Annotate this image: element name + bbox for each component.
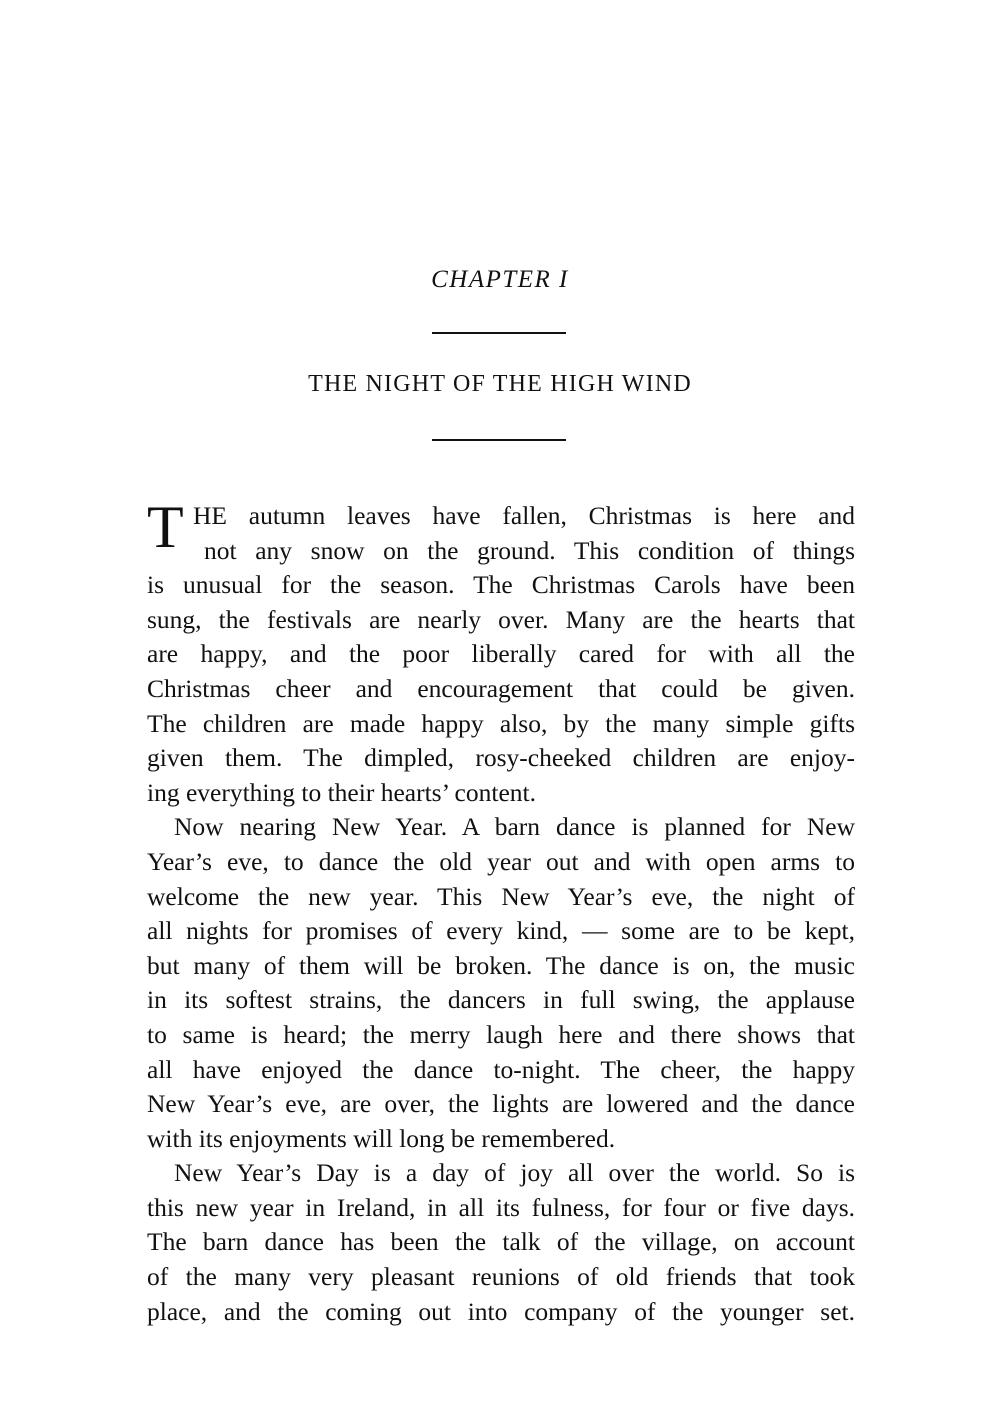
paragraph-1 <box>147 494 855 810</box>
text-line: ing everything to their hearts’ content. <box>147 777 536 807</box>
text-line: given them. The dimpled, rosy-cheeked children are enjoy- <box>147 743 855 773</box>
text-line: place, and the coming out into company of the younger set. <box>147 1296 855 1326</box>
text-line: New Year’s eve, are over, the lights are lowered and the dance <box>147 1089 855 1119</box>
text-line: sung, the festivals are nearly over. Many are the hearts that <box>147 604 855 634</box>
text-line: Now nearing New Year. A barn dance is planned for New <box>174 812 855 842</box>
text-line: are happy, and the poor liberally cared for with all the <box>147 639 855 669</box>
text-line: with its enjoyments will long be remembered. <box>147 1123 616 1153</box>
text-line: is unusual for the season. The Christmas Carols have been <box>147 570 855 600</box>
text-line: Christmas cheer and encouragement that could be given. <box>147 673 855 703</box>
text-line: HE autumn leaves have fallen, Christmas is here and <box>193 501 855 530</box>
text-line: this new year in Ireland, in all its fulness, for four or five days. <box>147 1192 855 1222</box>
chapter-title: THE NIGHT OF THE HIGH WIND <box>308 371 692 397</box>
chapter-number: CHAPTER I <box>431 266 569 293</box>
divider-top <box>432 332 566 334</box>
text-line: New Year’s Day is a day of joy all over the world. So is <box>174 1158 855 1188</box>
text-line: to same is heard; the merry laugh here and there shows that <box>147 1019 855 1049</box>
text-line: The children are made happy also, by the many simple gifts <box>147 708 855 738</box>
text-line: of the many very pleasant reunions of old friends that took <box>147 1262 855 1292</box>
text-line: all have enjoyed the dance to-night. The cheer, the happy <box>147 1054 855 1084</box>
chapter-body <box>147 494 855 1329</box>
text-line: welcome the new year. This New Year’s eve, the night of <box>147 881 855 911</box>
text-line: Year’s eve, to dance the old year out and with open arms to <box>147 846 855 876</box>
text-line: all nights for promises of every kind, — some are to be kept, <box>147 916 855 946</box>
divider-bottom <box>432 439 566 441</box>
paragraph-2 <box>147 810 855 1156</box>
text-line: in its softest strains, the dancers in full swing, the applause <box>147 985 855 1015</box>
text-line: but many of them will be broken. The dance is on, the music <box>147 950 855 980</box>
text-line: The barn dance has been the talk of the village, on account <box>147 1227 855 1257</box>
text-line: not any snow on the ground. This condition of things <box>204 535 855 565</box>
paragraph-3 <box>147 1156 855 1329</box>
drop-cap: T <box>147 494 184 560</box>
